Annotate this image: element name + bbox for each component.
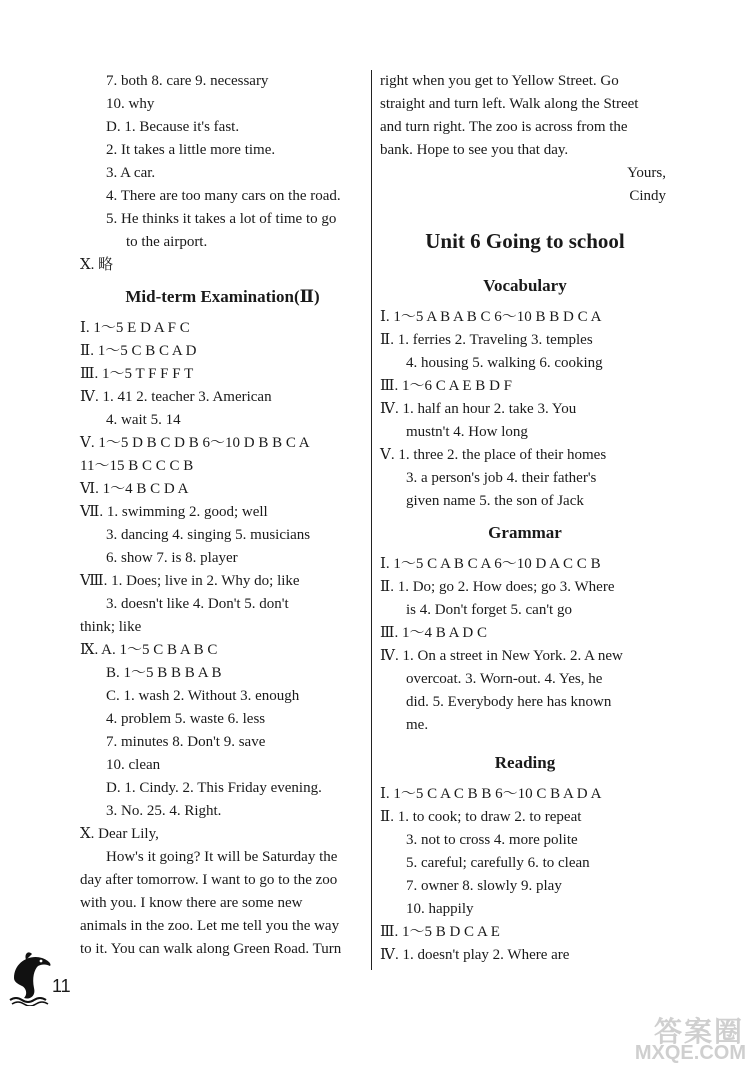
answer-line: 3. doesn't like 4. Don't 5. don't xyxy=(106,596,289,612)
grammar-heading: Grammar xyxy=(488,523,562,542)
answer-line: Ⅴ. 1. three 2. the place of their homes xyxy=(380,447,607,463)
letter-line: and turn right. The zoo is across from the xyxy=(380,119,628,135)
answer-line: D. 1. Because it's fast. xyxy=(106,119,240,135)
answer-line: D. 1. Cindy. 2. This Friday evening. xyxy=(106,780,322,796)
answer-line: 5. careful; carefully 6. to clean xyxy=(406,855,590,871)
answer-line: Ⅳ. 1. half an hour 2. take 3. You xyxy=(380,401,577,417)
answer-line: Ⅹ. Dear Lily, xyxy=(80,826,159,842)
answer-line: Ⅷ. 1. Does; live in 2. Why do; like xyxy=(80,573,300,589)
answer-line: to the airport. xyxy=(126,234,208,250)
answer-line: Ⅲ. 1～5 T F F F T xyxy=(80,366,194,382)
answer-line: Ⅶ. 1. swimming 2. good; well xyxy=(80,504,268,520)
answer-line: overcoat. 3. Worn-out. 4. Yes, he xyxy=(406,671,603,687)
answer-line: 3. No. 25. 4. Right. xyxy=(106,803,222,819)
answer-line: Ⅰ. 1～5 C A B C A 6～10 D A C C B xyxy=(380,556,601,572)
answer-line: 4. problem 5. waste 6. less xyxy=(106,711,266,727)
watermark-bottom: MXQE.COM xyxy=(634,1042,746,1064)
answer-line: Ⅰ. 1～5 A B A B C 6～10 B B D C A xyxy=(380,309,602,325)
answer-line: mustn't 4. How long xyxy=(406,424,528,440)
dolphin-icon xyxy=(8,948,54,1011)
answer-line: given name 5. the son of Jack xyxy=(406,493,584,509)
answer-line: 6. show 7. is 8. player xyxy=(106,550,238,566)
answer-line: 10. clean xyxy=(106,757,161,773)
answer-line: 4. wait 5. 14 xyxy=(106,412,181,428)
answer-line: C. 1. wash 2. Without 3. enough xyxy=(106,688,300,704)
answer-line: B. 1～5 B B B A B xyxy=(106,665,222,681)
letter-line: right when you get to Yellow Street. Go xyxy=(380,73,619,89)
answer-line: me. xyxy=(406,717,429,733)
letter-line: with you. I know there are some new xyxy=(80,895,303,911)
answer-line: Ⅲ. 1～6 C A E B D F xyxy=(380,378,512,394)
answer-line: 10. why xyxy=(106,96,155,112)
vocabulary-heading: Vocabulary xyxy=(483,276,567,295)
answer-line: 10. happily xyxy=(406,901,474,917)
watermark xyxy=(616,1010,750,1068)
answer-line: Ⅱ. 1. ferries 2. Traveling 3. temples xyxy=(380,332,593,348)
answer-line: Ⅸ. A. 1～5 C B A B C xyxy=(80,642,218,658)
answer-line: 3. not to cross 4. more polite xyxy=(406,832,578,848)
answer-line: 2. It takes a little more time. xyxy=(106,142,276,158)
left-column xyxy=(80,70,365,961)
answer-line: 7. both 8. care 9. necessary xyxy=(106,73,269,89)
answer-line: Ⅰ. 1～5 C A C B B 6～10 C B A D A xyxy=(380,786,602,802)
letter-line: animals in the zoo. Let me tell you the way xyxy=(80,918,340,934)
watermark-top: 答案圈 xyxy=(653,1016,744,1047)
answer-line: 3. dancing 4. singing 5. musicians xyxy=(106,527,311,543)
letter-line: day after tomorrow. I want to go to the zoo xyxy=(80,872,338,888)
letter-line: How's it going? It will be Saturday the xyxy=(106,849,338,865)
answer-line: Ⅵ. 1～4 B C D A xyxy=(80,481,189,497)
answer-line: Ⅹ. 略 xyxy=(80,257,114,273)
answer-line: Ⅴ. 1～5 D B C D B 6～10 D B B C A xyxy=(80,435,310,451)
letter-line: straight and turn left. Walk along the Street xyxy=(380,96,639,112)
answer-line: 3. a person's job 4. their father's xyxy=(406,470,597,486)
answer-line: 5. He thinks it takes a lot of time to go xyxy=(106,211,337,227)
answer-line: Ⅱ. 1. to cook; to draw 2. to repeat xyxy=(380,809,582,825)
answer-line: Ⅲ. 1～5 B D C A E xyxy=(380,924,500,940)
answer-line: Ⅳ. 1. 41 2. teacher 3. American xyxy=(80,389,272,405)
answer-line: is 4. Don't forget 5. can't go xyxy=(406,602,572,618)
column-divider xyxy=(371,70,372,970)
letter-line: to it. You can walk along Green Road. Turn xyxy=(80,941,342,957)
letter-sign-off: Yours, xyxy=(627,165,666,181)
answer-line: Ⅰ. 1～5 E D A F C xyxy=(80,320,190,336)
midterm-heading: Mid-term Examination(Ⅱ) xyxy=(125,287,320,306)
reading-heading: Reading xyxy=(494,753,556,772)
right-column xyxy=(380,70,670,967)
answer-line: 11～15 B C C C B xyxy=(80,458,194,474)
answer-line: 4. There are too many cars on the road. xyxy=(106,188,341,204)
answer-line: Ⅳ. 1. doesn't play 2. Where are xyxy=(380,947,570,963)
answer-line: Ⅲ. 1～4 B A D C xyxy=(380,625,487,641)
answer-line: Ⅱ. 1. Do; go 2. How does; go 3. Where xyxy=(380,579,615,595)
answer-line: Ⅳ. 1. On a street in New York. 2. A new xyxy=(380,648,623,664)
unit-title: Unit 6 Going to school xyxy=(425,229,625,253)
answer-line: 4. housing 5. walking 6. cooking xyxy=(406,355,603,371)
answer-line: 7. owner 8. slowly 9. play xyxy=(406,878,562,894)
page-number: 11 xyxy=(52,976,71,996)
letter-signature: Cindy xyxy=(629,188,666,204)
answer-line: did. 5. Everybody here has known xyxy=(406,694,612,710)
answer-line: Ⅱ. 1～5 C B C A D xyxy=(80,343,197,359)
answer-line: 3. A car. xyxy=(106,165,156,181)
letter-line: bank. Hope to see you that day. xyxy=(380,142,569,158)
answer-line: think; like xyxy=(80,619,142,635)
answer-line: 7. minutes 8. Don't 9. save xyxy=(106,734,266,750)
